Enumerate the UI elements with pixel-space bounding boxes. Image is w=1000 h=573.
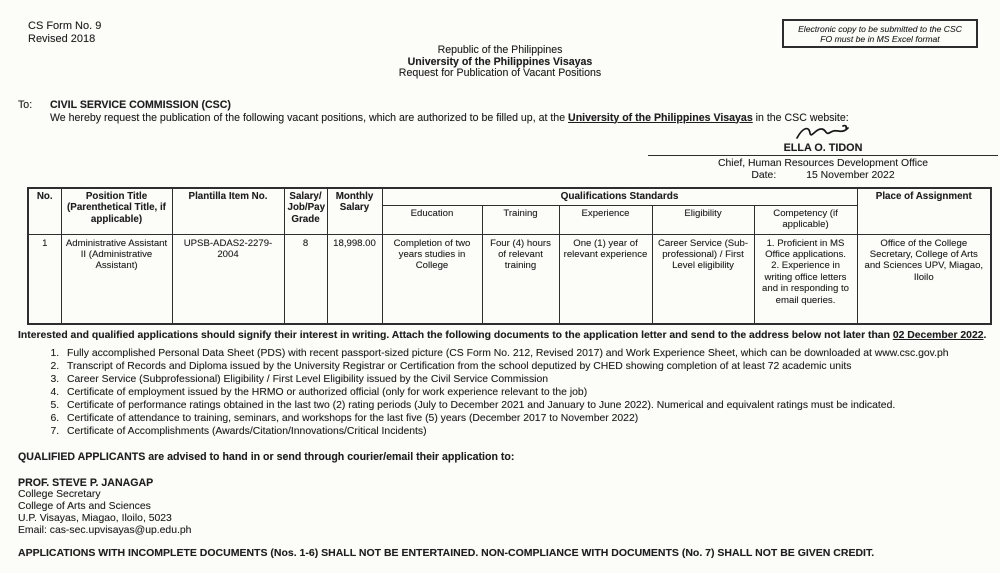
cell-competency xyxy=(754,234,857,324)
cell-plantilla: UPSB-ADAS2-2279-2004 xyxy=(172,234,284,324)
heading-request-title: Request for Publication of Vacant Positions xyxy=(398,67,602,80)
vacant-positions-table xyxy=(27,187,992,325)
contact-line: U.P. Visayas, Miagao, Iloilo, 5023 xyxy=(18,513,172,525)
heading-university: University of the Philippines Visayas xyxy=(407,55,593,68)
recipient-name: CIVIL SERVICE COMMISSION (CSC) xyxy=(50,99,231,111)
contact-name: PROF. STEVE P. JANAGAP xyxy=(18,476,154,489)
contact-email: Email: cas-sec.upvisayas@up.edu.ph xyxy=(18,525,192,537)
cell-monthly-salary: 18,998.00 xyxy=(327,234,382,324)
date-label: Date: xyxy=(751,170,777,181)
required-document-item: 3. Career Service (Subprofessional) Eligibility / First Level Eligibility issued by the Civil Service Commission xyxy=(62,373,990,386)
competency-item-1: 1. Proficient in MS Office applications. xyxy=(765,237,846,260)
lower-content xyxy=(18,330,990,560)
cell-no: 1 xyxy=(28,234,61,324)
cell-position-title: Administrative Assistant II (Administrative Assistant) xyxy=(61,234,172,324)
heading-republic: Republic of the Philippines xyxy=(437,44,563,56)
intro-text: Interested and qualified applications should signify their interest in writing. Attach the following documents to the application letter and send to the address below not later than xyxy=(18,330,893,341)
electronic-copy-note-text: Electronic copy to be submitted to the CSC FO must be in MS Excel format xyxy=(798,23,962,44)
col-header-training: Training xyxy=(482,205,559,234)
cell-place-of-assignment: Office of the College Secretary, College of Arts and Sciences UPV, Miagao, Iloilo xyxy=(857,234,991,324)
addressee-block xyxy=(18,99,983,124)
document-heading xyxy=(0,45,1000,80)
col-header-eligibility: Eligibility xyxy=(652,205,754,234)
request-body-text xyxy=(50,112,983,125)
electronic-copy-note-box xyxy=(782,19,978,48)
position-row xyxy=(28,234,991,324)
required-document-item: 7. Certificate of Accomplishments (Awards/Citation/Innovations/Critical Incidents) xyxy=(62,425,990,438)
required-document-item: 5. Certificate of performance ratings obtained in the last two (2) rating periods (July to December 2021 and January to June 2022). Numerical and equivalent ratings must be indicated. xyxy=(62,399,990,412)
form-revision: Revised 2018 xyxy=(28,33,96,45)
qualified-applicants-line: QUALIFIED APPLICANTS are advised to hand in or send through courier/email their application to: xyxy=(18,451,515,464)
signatory-title: Chief, Human Resources Development Office xyxy=(717,158,929,169)
request-body-pre: We hereby request the publication of the following vacant positions, which are authorized to be filled up, at the xyxy=(50,111,569,124)
cell-experience: One (1) year of relevant experience xyxy=(559,234,652,324)
request-body-post: in the CSC website: xyxy=(752,111,849,124)
form-identifier xyxy=(28,20,101,46)
form-number: CS Form No. 9 xyxy=(28,20,102,32)
intro-suffix: . xyxy=(983,330,987,341)
required-document-item: 6. Certificate of attendance to training, seminars, and workshops for the last five (5) years (December 2017 to November 2022) xyxy=(62,412,990,425)
required-document-item: 2. Transcript of Records and Diploma issued by the University Registrar or Certification from the school deputized by CHED showing completion of at least 72 academic units xyxy=(62,360,990,373)
cell-salary-grade: 8 xyxy=(284,234,327,324)
signature-date-line xyxy=(648,170,998,181)
handwritten-signature-icon xyxy=(648,124,998,142)
signatory-name: ELLA O. TIDON xyxy=(648,142,998,156)
contact-block xyxy=(18,477,990,537)
col-header-experience: Experience xyxy=(559,205,652,234)
cell-training: Four (4) hours of relevant training xyxy=(482,234,559,324)
competency-item-2: 2. Experience in writing office letters and in responding to email queries. xyxy=(762,260,849,306)
required-document-item: 4. Certificate of employment issued by the HRMO or authorized official (only for work experience relevant to the job) xyxy=(62,386,990,399)
application-deadline: 02 December 2022 xyxy=(892,330,984,341)
col-header-salary-grade: Salary/ Job/Pay Grade xyxy=(284,188,327,234)
col-header-position-title: Position Title (Parenthetical Title, if applicable) xyxy=(61,188,172,234)
date-value: 15 November 2022 xyxy=(806,170,895,181)
col-header-plantilla: Plantilla Item No. xyxy=(172,188,284,234)
table-header-row-1 xyxy=(28,188,991,205)
cell-eligibility: Career Service (Sub-professional) / First Level eligibility xyxy=(652,234,754,324)
required-documents-list xyxy=(18,347,990,439)
to-label: To: xyxy=(18,99,33,111)
col-header-competency: Competency (if applicable) xyxy=(754,205,857,234)
col-header-monthly-salary: Monthly Salary xyxy=(327,188,382,234)
cell-education: Completion of two years studies in College xyxy=(382,234,482,324)
request-body-university: University of the Philippines Visayas xyxy=(568,111,753,124)
required-document-item: 1. Fully accomplished Personal Data Sheet (PDS) with recent passport-sized picture (CS Form No. 212, Revised 2017) and Work Experience Sheet, which can be downloaded at www.csc.gov.ph xyxy=(62,347,990,360)
col-header-place: Place of Assignment xyxy=(857,188,991,234)
incomplete-documents-warning: APPLICATIONS WITH INCOMPLETE DOCUMENTS (Nos. 1-6) SHALL NOT BE ENTERTAINED. NON-COMPLIANCE WITH DOCUMENTS (No. 7) SHALL NOT BE GIVEN CREDIT. xyxy=(18,547,875,560)
col-header-education: Education xyxy=(382,205,482,234)
contact-line: College Secretary xyxy=(18,488,101,500)
application-instructions-intro xyxy=(18,330,990,343)
col-header-no: No. xyxy=(28,188,61,234)
contact-line: College of Arts and Sciences xyxy=(18,501,151,513)
signature-block xyxy=(648,124,998,181)
col-header-qualifications: Qualifications Standards xyxy=(382,188,857,205)
